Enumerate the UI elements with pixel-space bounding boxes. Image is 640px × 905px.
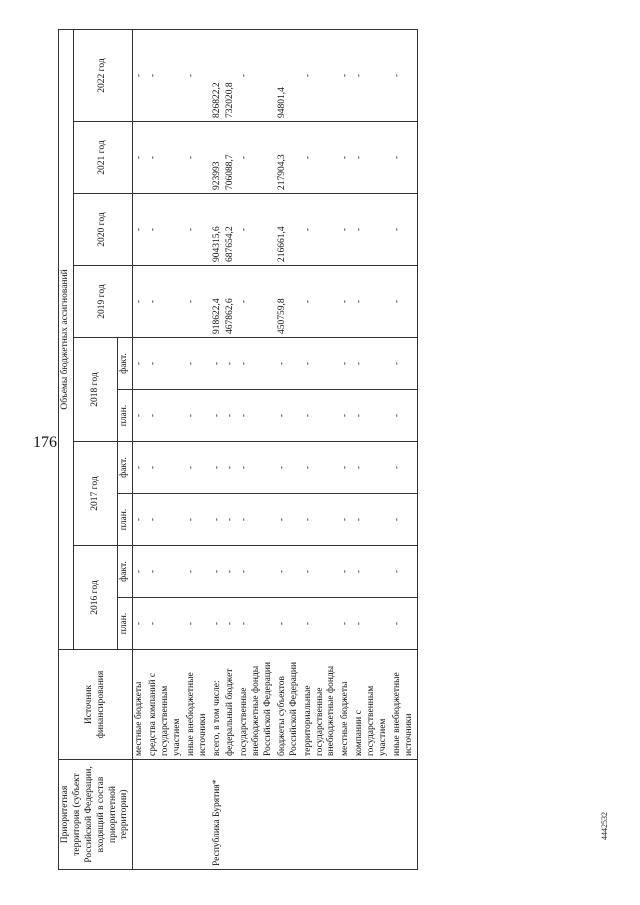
value-cell: -: [133, 494, 147, 546]
value-cell: -: [353, 390, 391, 442]
header-2022: 2022 год: [73, 30, 132, 122]
source-cell: федеральный бюджет: [224, 650, 238, 760]
territory-cell: [185, 760, 211, 870]
table-row: [302, 30, 340, 870]
value-cell: -: [391, 598, 417, 650]
value-cell: -: [211, 442, 225, 494]
header-2016: 2016 год: [73, 546, 118, 650]
value-cell: 450759,8: [276, 266, 302, 338]
value-cell: -: [185, 338, 211, 390]
value-cell: -: [302, 30, 340, 122]
source-cell: средства компаний с государственным участием: [147, 650, 185, 760]
value-cell: -: [211, 338, 225, 390]
value-cell: -: [133, 194, 147, 266]
table-row: [276, 30, 302, 870]
value-cell: -: [185, 390, 211, 442]
value-cell: -: [302, 338, 340, 390]
value-cell: -: [185, 494, 211, 546]
value-cell: -: [224, 390, 238, 442]
value-cell: -: [238, 546, 276, 598]
value-cell: -: [302, 546, 340, 598]
value-cell: -: [133, 30, 147, 122]
value-cell: -: [147, 494, 185, 546]
header-fact: факт.: [118, 442, 133, 494]
value-cell: 923993: [211, 122, 225, 194]
source-cell: иные внебюджетные источники: [391, 650, 417, 760]
value-cell: -: [133, 546, 147, 598]
value-cell: -: [353, 338, 391, 390]
value-cell: -: [302, 494, 340, 546]
source-cell: всего, в том числе:: [211, 650, 225, 760]
value-cell: -: [276, 546, 302, 598]
value-cell: -: [302, 442, 340, 494]
value-cell: -: [391, 194, 417, 266]
value-cell: -: [147, 546, 185, 598]
territory-cell: [353, 760, 391, 870]
value-cell: 904315,6: [211, 194, 225, 266]
value-cell: -: [224, 338, 238, 390]
header-territory: Приоритетная территория (субъект Российской Федерации, входящий в состав приоритетной территории): [59, 760, 133, 870]
value-cell: -: [391, 30, 417, 122]
value-cell: -: [391, 390, 417, 442]
value-cell: -: [302, 598, 340, 650]
value-cell: -: [238, 338, 276, 390]
territory-cell: [147, 760, 185, 870]
value-cell: -: [224, 494, 238, 546]
value-cell: 687654,2: [224, 194, 238, 266]
header-2017: 2017 год: [73, 442, 118, 546]
value-cell: -: [224, 546, 238, 598]
source-cell: государственные внебюджетные фонды Российской Федерации: [238, 650, 276, 760]
source-cell: местные бюджеты: [133, 650, 147, 760]
value-cell: 216661,4: [276, 194, 302, 266]
value-cell: -: [133, 598, 147, 650]
value-cell: -: [238, 266, 276, 338]
value-cell: -: [238, 494, 276, 546]
value-cell: -: [353, 546, 391, 598]
value-cell: -: [147, 390, 185, 442]
value-cell: -: [185, 194, 211, 266]
value-cell: -: [185, 546, 211, 598]
value-cell: -: [238, 442, 276, 494]
value-cell: -: [339, 390, 353, 442]
value-cell: 94801,4: [276, 30, 302, 122]
table-row: [147, 30, 185, 870]
value-cell: -: [147, 266, 185, 338]
value-cell: -: [391, 122, 417, 194]
value-cell: -: [339, 494, 353, 546]
value-cell: -: [302, 194, 340, 266]
value-cell: -: [133, 266, 147, 338]
value-cell: -: [276, 598, 302, 650]
value-cell: 732020,8: [224, 30, 238, 122]
value-cell: -: [185, 442, 211, 494]
table-row: [133, 30, 147, 870]
source-cell: территориальные государственные внебюджетные фонды: [302, 650, 340, 760]
value-cell: -: [238, 122, 276, 194]
value-cell: -: [185, 122, 211, 194]
value-cell: -: [238, 598, 276, 650]
value-cell: -: [224, 598, 238, 650]
value-cell: -: [353, 598, 391, 650]
value-cell: -: [185, 598, 211, 650]
value-cell: -: [211, 598, 225, 650]
value-cell: 706088,7: [224, 122, 238, 194]
value-cell: 826822,2: [211, 30, 225, 122]
value-cell: -: [339, 442, 353, 494]
value-cell: -: [339, 194, 353, 266]
territory-cell: [133, 760, 147, 870]
value-cell: 918622,4: [211, 266, 225, 338]
value-cell: -: [238, 30, 276, 122]
value-cell: -: [185, 30, 211, 122]
value-cell: -: [339, 598, 353, 650]
source-cell: иные внебюджетные источники: [185, 650, 211, 760]
page-number: 176: [33, 434, 57, 451]
value-cell: 217904,3: [276, 122, 302, 194]
table-row: [339, 30, 353, 870]
value-cell: -: [391, 442, 417, 494]
value-cell: -: [276, 494, 302, 546]
value-cell: -: [147, 598, 185, 650]
value-cell: -: [353, 122, 391, 194]
value-cell: -: [339, 266, 353, 338]
source-cell: местные бюджеты: [339, 650, 353, 760]
table-row: [353, 30, 391, 870]
value-cell: -: [353, 494, 391, 546]
value-cell: -: [339, 122, 353, 194]
value-cell: -: [339, 546, 353, 598]
value-cell: -: [147, 442, 185, 494]
header-2020: 2020 год: [73, 194, 132, 266]
value-cell: -: [133, 442, 147, 494]
value-cell: -: [211, 494, 225, 546]
value-cell: -: [353, 30, 391, 122]
value-cell: -: [211, 546, 225, 598]
header-volumes: Объемы бюджетных ассигнований: [59, 30, 74, 650]
source-cell: компании с государственным участием: [353, 650, 391, 760]
value-cell: -: [276, 390, 302, 442]
value-cell: -: [353, 442, 391, 494]
header-plan: план.: [118, 494, 133, 546]
value-cell: -: [147, 122, 185, 194]
value-cell: -: [133, 122, 147, 194]
source-cell: бюджеты субъектов Российской Федерации: [276, 650, 302, 760]
value-cell: -: [133, 390, 147, 442]
value-cell: -: [276, 442, 302, 494]
value-cell: -: [391, 338, 417, 390]
value-cell: -: [147, 30, 185, 122]
value-cell: -: [391, 494, 417, 546]
header-2019: 2019 год: [73, 266, 132, 338]
header-plan: план.: [118, 598, 133, 650]
table-row: [391, 30, 417, 870]
table-row: [238, 30, 276, 870]
value-cell: -: [276, 338, 302, 390]
value-cell: -: [353, 194, 391, 266]
value-cell: -: [238, 390, 276, 442]
header-2018: 2018 год: [73, 338, 118, 442]
territory-cell: [391, 760, 417, 870]
value-cell: -: [339, 30, 353, 122]
budget-table-rotated: [58, 30, 588, 870]
value-cell: -: [211, 390, 225, 442]
value-cell: -: [302, 390, 340, 442]
value-cell: -: [238, 194, 276, 266]
value-cell: -: [224, 442, 238, 494]
territory-cell: [339, 760, 353, 870]
value-cell: -: [391, 266, 417, 338]
table-row: [224, 30, 238, 870]
header-plan: план.: [118, 390, 133, 442]
table-row: [211, 30, 225, 870]
table-row: [185, 30, 211, 870]
value-cell: -: [353, 266, 391, 338]
value-cell: -: [185, 266, 211, 338]
territory-cell: [238, 760, 276, 870]
header-2021: 2021 год: [73, 122, 132, 194]
value-cell: -: [133, 338, 147, 390]
territory-cell: Республика Бурятия*: [211, 760, 225, 870]
territory-cell: [224, 760, 238, 870]
value-cell: -: [391, 546, 417, 598]
value-cell: -: [147, 338, 185, 390]
value-cell: -: [302, 122, 340, 194]
value-cell: 467862,6: [224, 266, 238, 338]
header-source: Источник финансирования: [59, 650, 133, 760]
value-cell: -: [302, 266, 340, 338]
value-cell: -: [339, 338, 353, 390]
territory-cell: [276, 760, 302, 870]
budget-table: [58, 29, 418, 870]
territory-cell: [302, 760, 340, 870]
header-fact: факт.: [118, 338, 133, 390]
document-id: 4442532: [600, 812, 609, 840]
header-fact: факт.: [118, 546, 133, 598]
value-cell: -: [147, 194, 185, 266]
